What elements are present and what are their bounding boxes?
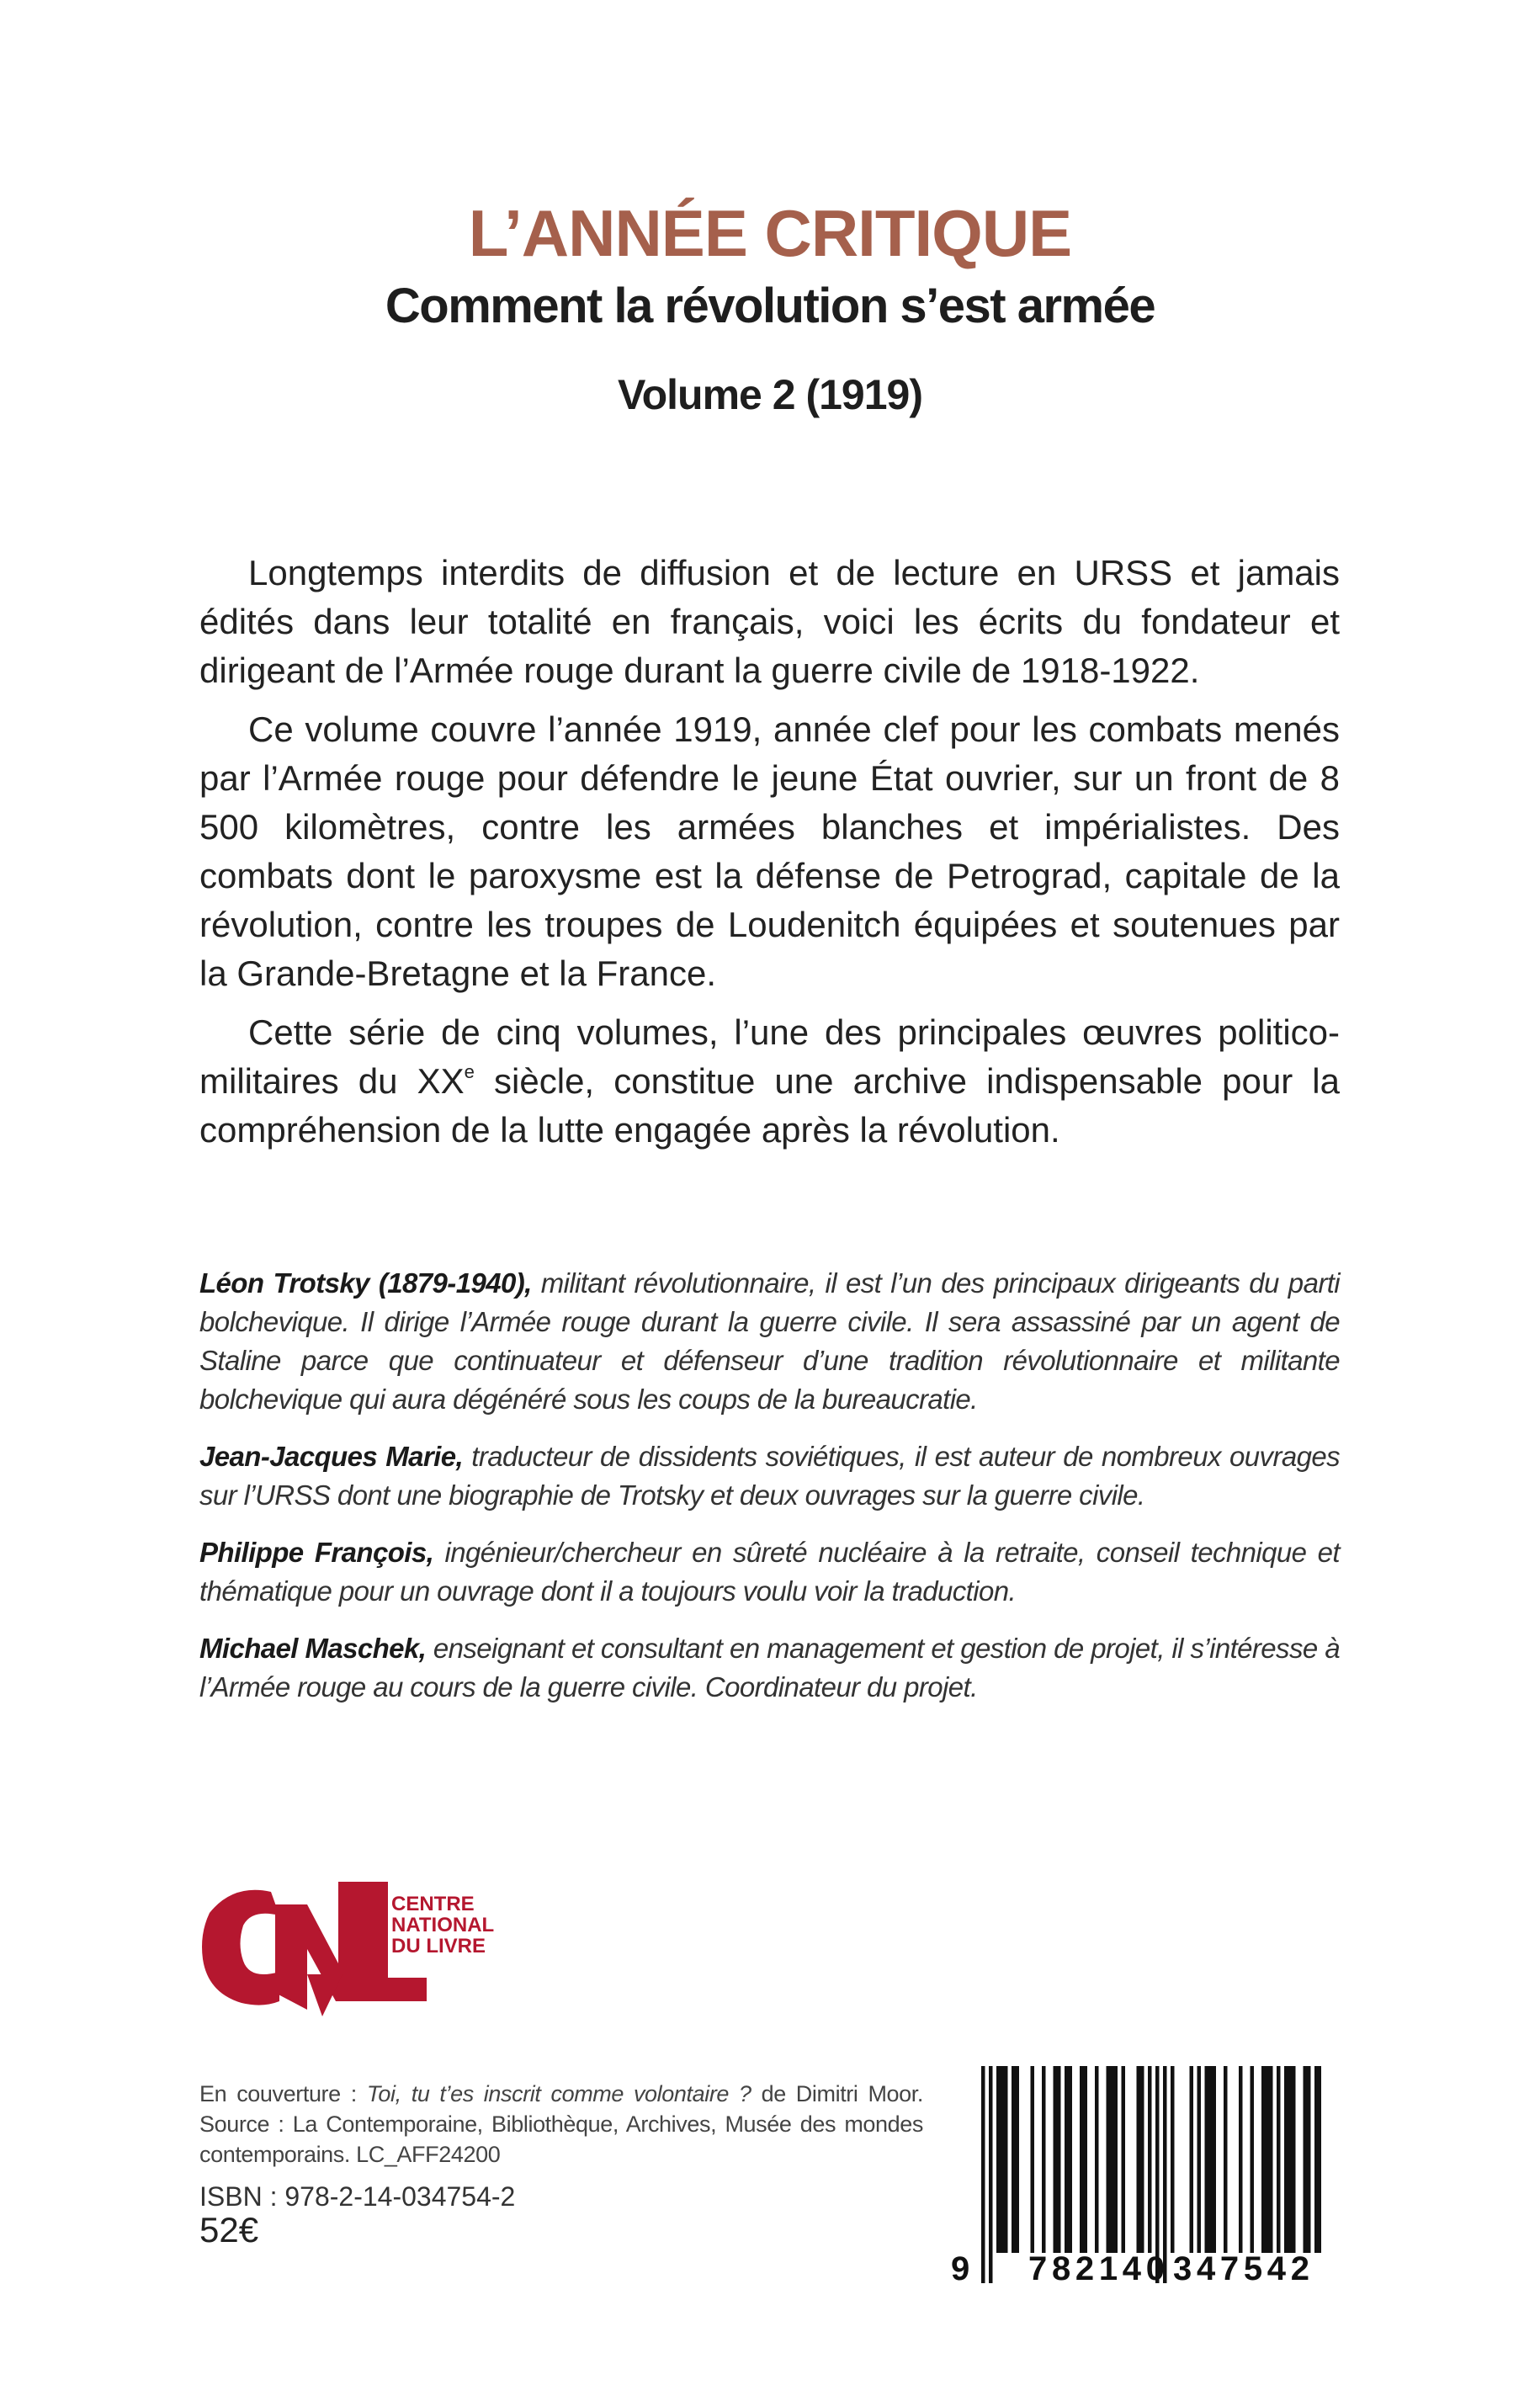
barcode-bar <box>1065 2066 1069 2253</box>
barcode-bar <box>1284 2066 1288 2253</box>
logo-text-national: NATIONAL <box>391 1914 495 1936</box>
barcode <box>951 2066 1321 2285</box>
logo-text-du-livre: DU LIVRE <box>391 1935 486 1957</box>
barcode-bar <box>1314 2066 1319 2253</box>
barcode-bar <box>1239 2066 1243 2253</box>
credits-work-title: Toi, tu t’es inscrit comme volontaire ? <box>366 2081 751 2106</box>
barcode-bar <box>1110 2066 1114 2253</box>
bio-name: Philippe François, <box>199 1537 434 1568</box>
blurb-paragraph-1: Longtemps interdits de diffusion et de lecture en URSS et jamais édités dans leur totalité en français, voici les écrits du fondateur et dirigeant de l’Armée rouge durant la guerre civile de 1918-1922. <box>199 553 1340 690</box>
bio-text: militant révolutionnaire, il est l’un des principaux dirigeants du parti bolchevique. Il dirige l’Armée rouge durant la guerre civile. Il sera assassiné par un agent de Staline parce que continuateur et défenseur d’une tradition révolutionnaire et militante bolchevique qui aura dégénéré sous les coups de la bureaucratie. <box>199 1267 1341 1415</box>
barcode-bar <box>1205 2066 1209 2253</box>
barcode-bar <box>1213 2066 1217 2253</box>
barcode-bar <box>1054 2066 1058 2253</box>
cnl-logo <box>199 1867 570 2018</box>
barcode-bar <box>1140 2066 1144 2253</box>
barcode-guard-bar <box>989 2066 993 2283</box>
bio-maschek <box>199 1629 1340 1707</box>
book-subtitle: Comment la révolution s’est armée <box>385 279 1155 333</box>
barcode-left-digits: 782140 <box>1028 2250 1165 2285</box>
barcode-bar <box>1012 2066 1016 2253</box>
book-title: L’ANNÉE CRITIQUE <box>468 196 1072 270</box>
barcode-bar <box>1137 2066 1141 2253</box>
barcode-bar <box>1114 2066 1118 2253</box>
barcode-bar <box>1107 2066 1111 2253</box>
barcode-bar <box>1069 2066 1073 2253</box>
barcode-bar <box>1304 2066 1308 2253</box>
barcode-bar <box>1319 2066 1322 2253</box>
credits-prefix: En couverture : <box>199 2081 367 2106</box>
price: 52€ <box>199 2210 259 2250</box>
bio-trotsky <box>199 1264 1340 1419</box>
barcode-bar <box>1042 2066 1046 2253</box>
bio-name: Léon Trotsky (1879-1940), <box>199 1267 532 1299</box>
blurb-paragraph-2: Ce volume couvre l’année 1919, année clef pour les combats menés par l’Armée rouge pour défendre le jeune État ouvrier, sur un front de 8 500 kilomètres, contre les armées blanches et impérialistes. Des combats dont le paroxysme est la défense de Petrograd, capitale de la révolution, contre les troupes de Loudenitch équipées et soutenues par la Grande-Bretagne et la France. <box>199 709 1340 993</box>
barcode-bar <box>1190 2066 1194 2253</box>
logo-letter-c <box>202 1890 279 2005</box>
blurb-text: siècle, constitue une archive indispensable pour la compréhension de la lutte engagée après la révolution. <box>199 1061 1340 1150</box>
barcode-bar <box>1307 2066 1311 2253</box>
bio-name: Michael Maschek, <box>199 1633 427 1664</box>
barcode-bar <box>1095 2066 1099 2253</box>
barcode-first-digit: 9 <box>951 2250 970 2285</box>
barcode-bar <box>1122 2066 1126 2253</box>
barcode-bar <box>1251 2066 1255 2253</box>
barcode-bar <box>1208 2066 1213 2253</box>
barcode-bar <box>1148 2066 1152 2253</box>
barcode-bar <box>1084 2066 1088 2253</box>
barcode-guard-bar <box>981 2066 985 2283</box>
blurb-text: Cette série de cinq volumes, l’une des principales œuvres politico-militaires du XX <box>199 1012 1340 1101</box>
barcode-right-digits: 347542 <box>1173 2250 1309 2285</box>
barcode-bar <box>1288 2066 1293 2253</box>
volume-label: Volume 2 (1919) <box>617 371 922 418</box>
barcode-bar <box>1261 2066 1266 2253</box>
barcode-bar <box>1016 2066 1020 2253</box>
bio-text: enseignant et consultant en management et gestion de projet, il s’intéresse à l’Armée rouge au cours de la guerre civile. Coordinateur du projet. <box>199 1633 1340 1702</box>
barcode-bar <box>1292 2066 1296 2253</box>
bio-name: Jean-Jacques Marie, <box>199 1441 464 1472</box>
isbn: ISBN : 978-2-14-034754-2 <box>199 2181 516 2212</box>
barcode-bar <box>1277 2066 1281 2253</box>
bio-francois <box>199 1533 1340 1611</box>
cover-credits <box>199 2079 923 2170</box>
blurb <box>199 549 1340 1165</box>
blurb-paragraph-3 <box>199 1008 1340 1155</box>
credits-source: de Dimitri Moor. Source : La Contemporaine, Bibliothèque, Archives, Musée des mondes contemporains. LC_AFF24200 <box>199 2081 923 2167</box>
barcode-bar <box>1031 2066 1035 2253</box>
bio-marie <box>199 1437 1340 1515</box>
superscript: e <box>464 1061 475 1082</box>
bio-text: ingénieur/chercheur en sûreté nucléaire à la retraite, conseil technique et thématique pour un ouvrage dont il a toujours voulu voir la traduction. <box>199 1537 1340 1607</box>
author-bios <box>199 1264 1340 1725</box>
barcode-bar <box>1197 2066 1202 2253</box>
barcode-bar <box>1004 2066 1008 2253</box>
barcode-bar <box>996 2066 1001 2253</box>
barcode-bar <box>1269 2066 1273 2253</box>
bio-text: traducteur de dissidents soviétiques, il est auteur de nombreux ouvrages sur l’URSS dont une biographie de Trotsky et deux ouvrages sur la guerre civile. <box>199 1441 1340 1511</box>
barcode-bar <box>1266 2066 1270 2253</box>
barcode-bar <box>1001 2066 1005 2253</box>
barcode-bar <box>1057 2066 1061 2253</box>
barcode-bar <box>1080 2066 1084 2253</box>
logo-text-centre: CENTRE <box>391 1893 475 1915</box>
barcode-bar <box>1171 2066 1175 2253</box>
barcode-bar <box>1224 2066 1228 2253</box>
